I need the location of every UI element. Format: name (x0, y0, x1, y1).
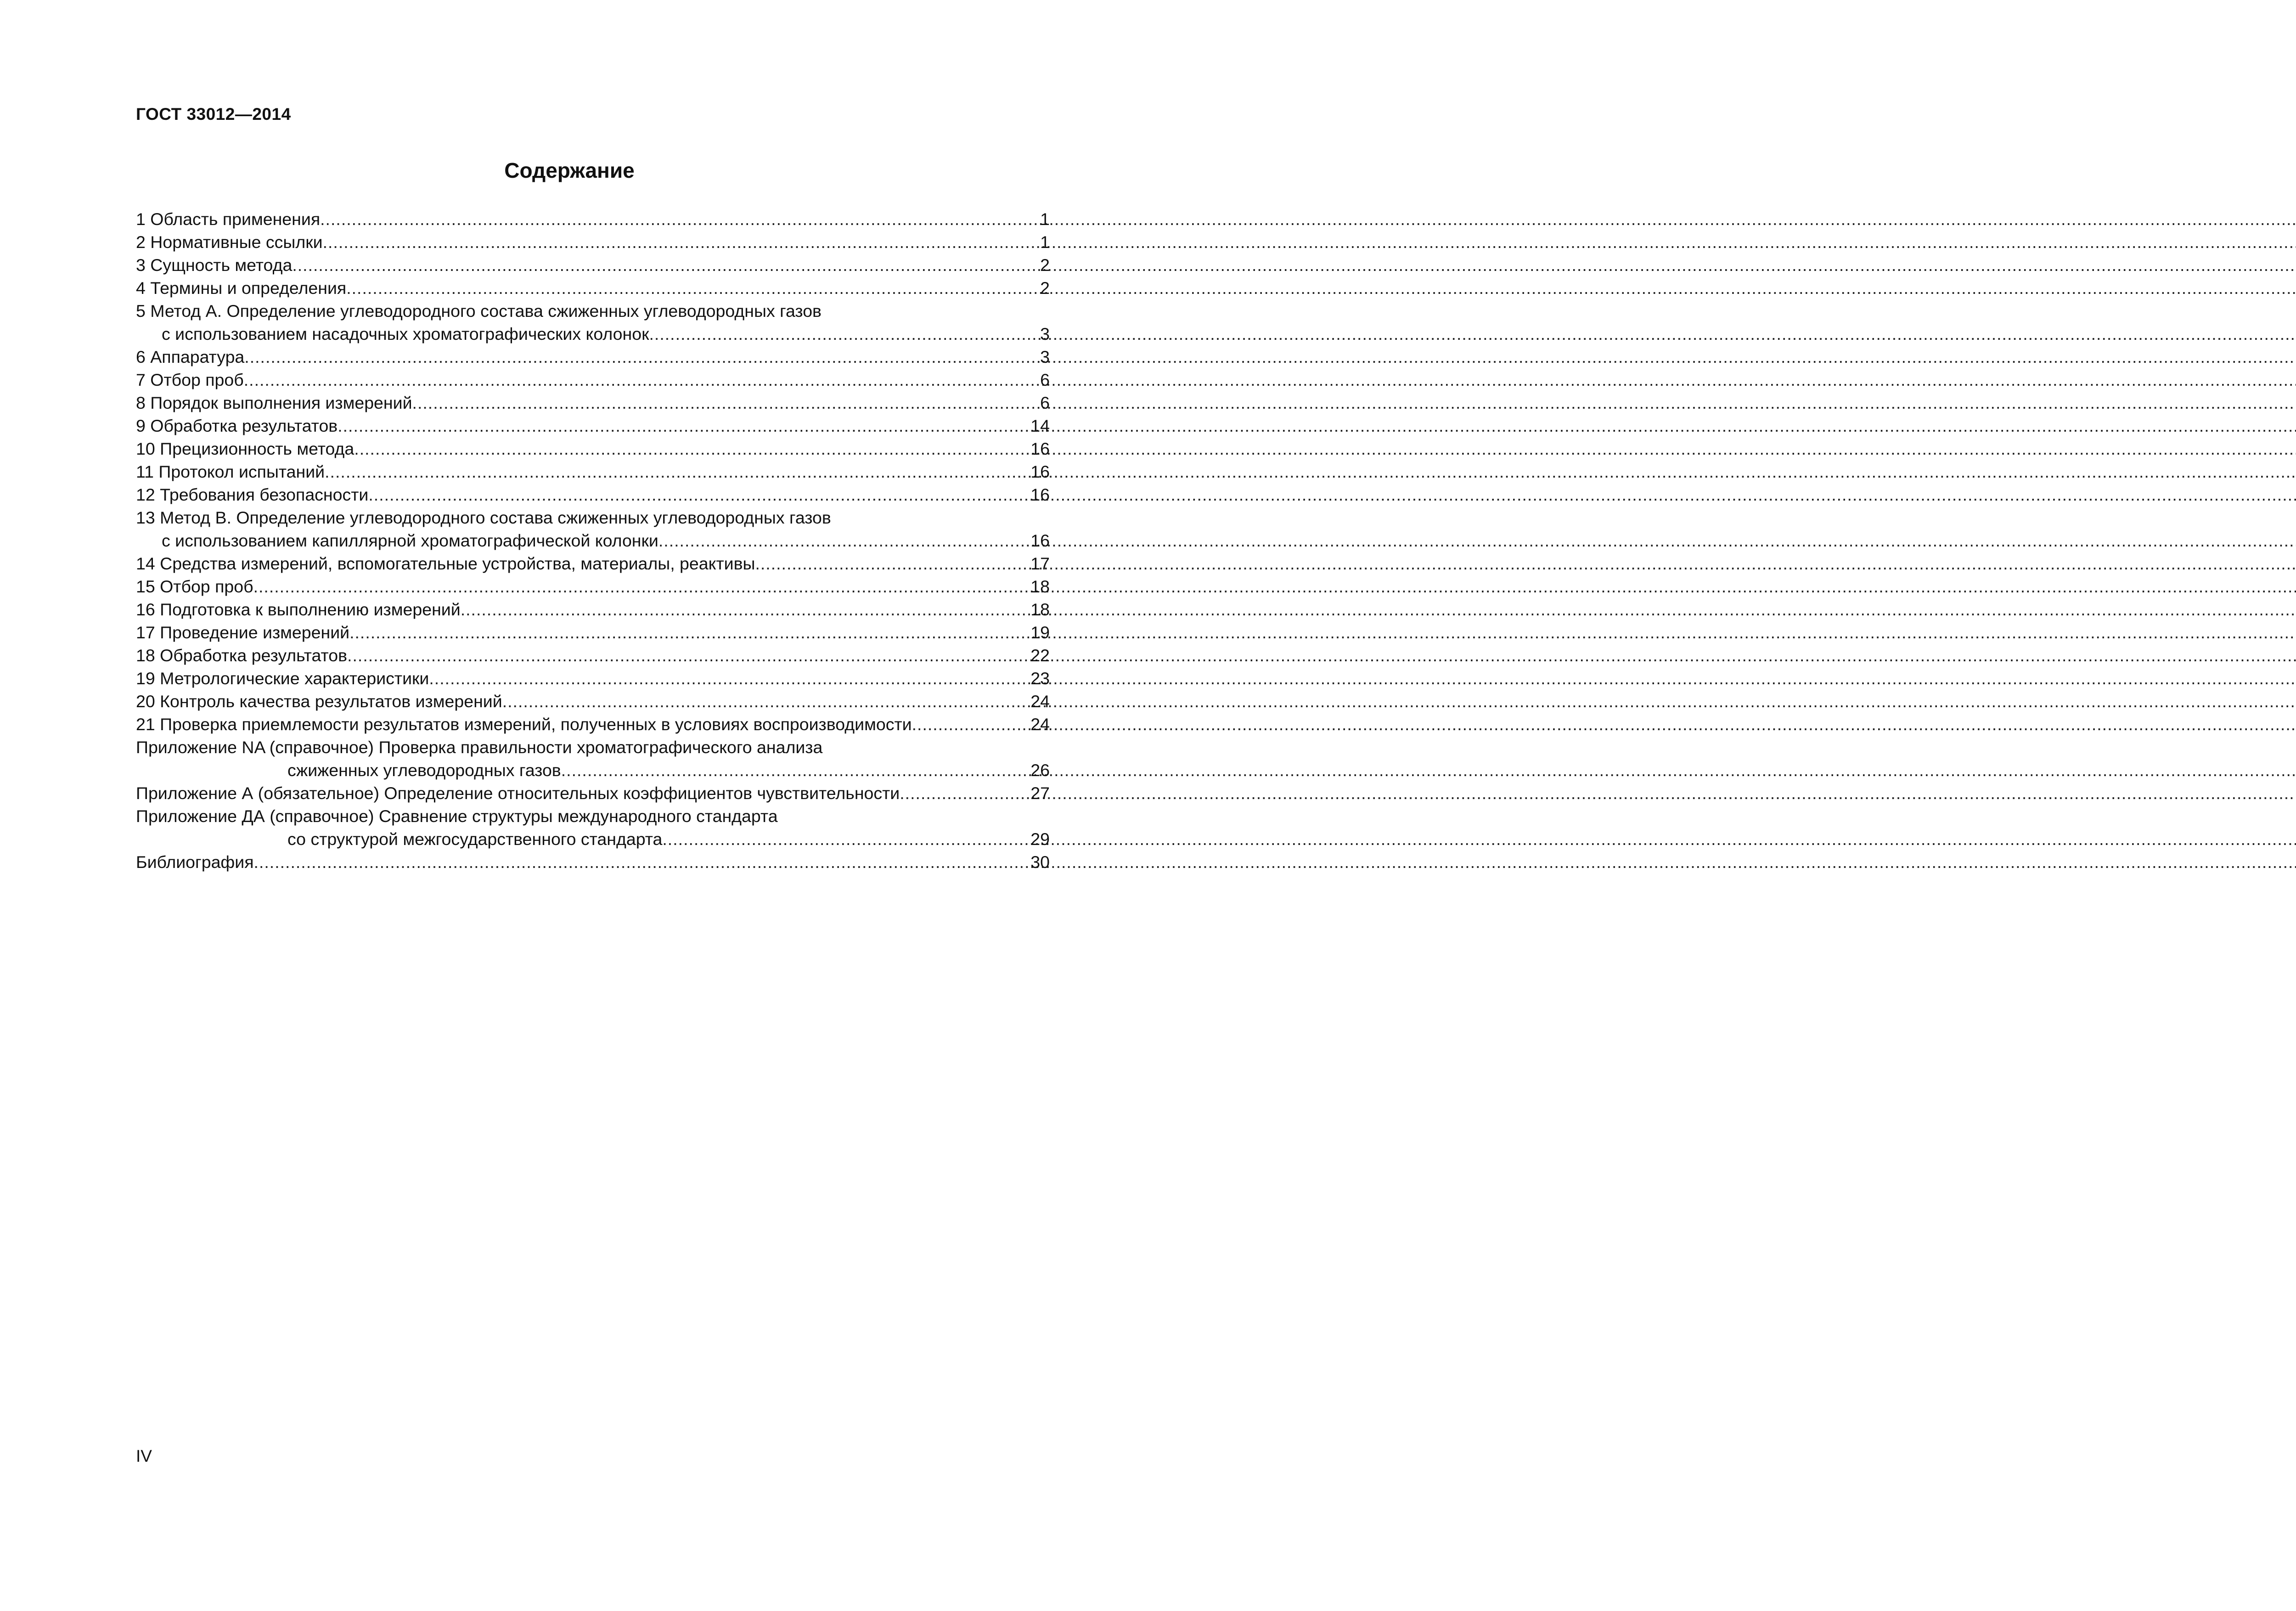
toc-entry-text: Библиография (136, 852, 254, 872)
toc-entry-text: 1 Область применения (136, 209, 321, 229)
toc-dot-leader (320, 208, 1039, 231)
toc-page-number: 26 (1030, 760, 1050, 780)
toc-entry-text: 15 Отбор проб (136, 577, 253, 596)
toc-entry-line (136, 414, 1050, 437)
toc-page-number: 1 (1040, 232, 1050, 252)
toc-entry-line (136, 575, 1050, 598)
toc-dot-leader (502, 690, 1030, 713)
toc-dot-leader (755, 552, 1030, 575)
toc-dot-leader (254, 851, 1030, 873)
toc-dot-leader (649, 322, 1040, 345)
toc-page-number: 1 (1040, 209, 1050, 229)
toc-page-number: 23 (1030, 669, 1050, 688)
toc-page-number: 30 (1030, 852, 1050, 872)
toc-dot-leader (325, 460, 1030, 483)
page-number: IV (136, 1447, 152, 1465)
toc-entry-line (136, 208, 1050, 231)
toc-entry-text: 8 Порядок выполнения измерений (136, 393, 412, 412)
toc-entry-line (136, 529, 1050, 552)
toc-entry-line (136, 713, 1050, 736)
toc-page-number: 18 (1030, 600, 1050, 619)
toc-entry-text: 17 Проведение измерений (136, 623, 350, 642)
toc-dot-leader (912, 713, 1030, 736)
toc-entry-text: 2 Нормативные ссылки (136, 232, 323, 252)
toc-entry-text: сжиженных углеводородных газов (287, 760, 561, 780)
toc-entry-text: со структурой межгосударственного стандарта (287, 829, 663, 849)
toc-entry-line (136, 552, 1050, 575)
toc-entry-text: 3 Сущность метода (136, 255, 293, 275)
toc-entry-line (136, 736, 1050, 759)
toc-entry-text: 16 Подготовка к выполнению измерений (136, 600, 461, 619)
toc-dot-leader (244, 368, 1039, 391)
toc-page-number: 14 (1030, 416, 1050, 435)
toc-entry-line (136, 782, 1050, 805)
toc-dot-leader (346, 276, 1039, 299)
toc-entry-text: с использованием капиллярной хроматографической колонки (162, 531, 658, 550)
toc-dot-leader (338, 414, 1030, 437)
toc-entry-line (136, 276, 1050, 299)
toc-dot-leader (561, 759, 1030, 782)
toc-entry-text: 10 Прецизионность метода (136, 439, 355, 458)
toc-entry-line (136, 322, 1050, 345)
toc-entry-text: 20 Контроль качества результатов измерений (136, 692, 502, 711)
toc-entry-text: 18 Обработка результатов (136, 646, 348, 665)
toc-page-number: 27 (1030, 783, 1050, 803)
toc-dot-leader (412, 391, 1040, 414)
toc-entry-text: 14 Средства измерений, вспомогательные устройства, материалы, реактивы (136, 554, 755, 573)
toc-entry-text: Приложение ДА (справочное) Сравнение структуры международного стандарта (136, 806, 778, 826)
toc-entry-line (136, 391, 1050, 414)
table-of-contents (136, 208, 1050, 873)
toc-dot-leader (349, 621, 1030, 644)
toc-entry-text: с использованием насадочных хроматографических колонок (162, 324, 649, 344)
toc-entry-text: 13 Метод В. Определение углеводородного состава сжиженных углеводородных газов (136, 508, 831, 527)
toc-dot-leader (461, 598, 1030, 621)
toc-page-number: 24 (1030, 692, 1050, 711)
toc-dot-leader (354, 437, 1030, 460)
toc-entry-text: 9 Обработка результатов (136, 416, 338, 435)
toc-page-number: 17 (1030, 554, 1050, 573)
toc-entry-line (136, 368, 1050, 391)
toc-entry-text: 4 Термины и определения (136, 278, 347, 298)
toc-entry-line (136, 437, 1050, 460)
toc-entry-line (136, 805, 1050, 828)
toc-page-number: 18 (1030, 577, 1050, 596)
toc-dot-leader (323, 231, 1040, 253)
toc-title: Содержание (504, 158, 635, 182)
toc-entry-line (136, 644, 1050, 667)
toc-page-number: 22 (1030, 646, 1050, 665)
toc-entry-line (136, 759, 1050, 782)
toc-entry-line (136, 667, 1050, 690)
toc-page-number: 6 (1040, 393, 1050, 412)
toc-dot-leader (662, 828, 1030, 851)
toc-entry-text: 12 Требования безопасности (136, 485, 369, 504)
toc-entry-text: 7 Отбор проб (136, 370, 244, 389)
toc-entry-text: 21 Проверка приемлемости результатов измерений, полученных в условиях воспроизводимости (136, 715, 912, 734)
toc-dot-leader (429, 667, 1030, 690)
toc-entry-text: Приложение NA (справочное) Проверка правильности хроматографического анализа (136, 738, 823, 757)
toc-page-number: 16 (1030, 462, 1050, 481)
toc-page-number: 24 (1030, 715, 1050, 734)
toc-page-number: 3 (1040, 347, 1050, 366)
toc-page-number: 3 (1040, 324, 1050, 344)
toc-entry-line (136, 598, 1050, 621)
toc-page-number: 2 (1040, 278, 1050, 298)
toc-page-number: 16 (1030, 485, 1050, 504)
toc-entry-text: 11 Протокол испытаний (136, 462, 325, 481)
toc-entry-line (136, 690, 1050, 713)
toc-dot-leader (658, 529, 1030, 552)
toc-entry-line (136, 253, 1050, 276)
toc-entry-line (136, 483, 1050, 506)
document-code-header: ГОСТ 33012—2014 (136, 105, 291, 124)
toc-page-number: 16 (1030, 531, 1050, 550)
toc-entry-line (136, 231, 1050, 253)
toc-dot-leader (368, 483, 1030, 506)
toc-entry-line (136, 506, 1050, 529)
toc-dot-leader (292, 253, 1039, 276)
toc-dot-leader (244, 345, 1039, 368)
toc-entry-line (136, 460, 1050, 483)
toc-page-number: 19 (1030, 623, 1050, 642)
toc-entry-text: 6 Аппаратура (136, 347, 245, 366)
toc-entry-line (136, 299, 1050, 322)
toc-entry-line (136, 345, 1050, 368)
toc-entry-text: 5 Метод А. Определение углеводородного состава сжиженных углеводородных газов (136, 301, 822, 321)
toc-page-number: 6 (1040, 370, 1050, 389)
toc-entry-line (136, 828, 1050, 851)
toc-dot-leader (347, 644, 1030, 667)
toc-entry-line (136, 621, 1050, 644)
toc-entry-line (136, 851, 1050, 873)
toc-page-number: 2 (1040, 255, 1050, 275)
toc-page-number: 29 (1030, 829, 1050, 849)
toc-entry-text: Приложение А (обязательное) Определение относительных коэффициентов чувствительности (136, 783, 900, 803)
toc-entry-text: 19 Метрологические характеристики (136, 669, 429, 688)
toc-page-number: 16 (1030, 439, 1050, 458)
toc-dot-leader (253, 575, 1030, 598)
toc-dot-leader (900, 782, 1030, 805)
